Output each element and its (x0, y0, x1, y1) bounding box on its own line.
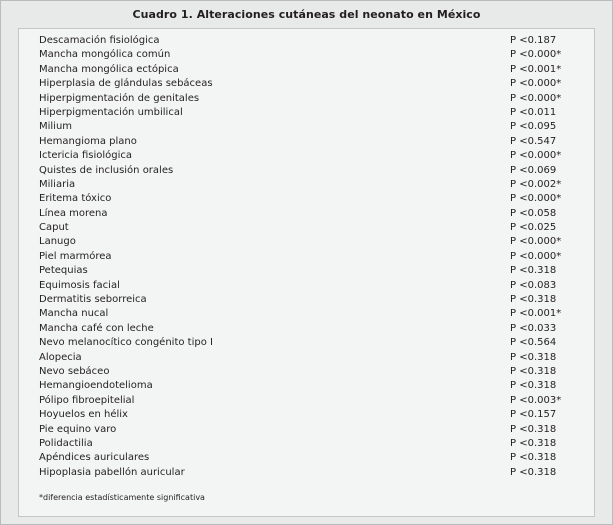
condition-name: Hiperpigmentación umbilical (39, 106, 183, 118)
condition-name: Mancha mongólica ectópica (39, 63, 179, 75)
condition-name: Ictericia fisiológica (39, 150, 133, 162)
p-value: P <0.000* (510, 92, 562, 104)
table-body (39, 34, 579, 480)
table-row (39, 48, 579, 62)
condition-name: Equimosis facial (39, 279, 120, 291)
table-row (39, 34, 579, 48)
p-value: P <0.011 (510, 106, 557, 118)
p-value: P <0.187 (510, 35, 557, 46)
p-value: P <0.318 (510, 380, 557, 392)
p-value: P <0.000* (510, 193, 562, 205)
p-value: P <0.318 (510, 466, 557, 478)
p-value: P <0.318 (510, 294, 557, 306)
p-value: P <0.001* (510, 308, 562, 320)
condition-name: Descamación fisiológica (39, 35, 160, 46)
p-value: P <0.318 (510, 452, 557, 464)
condition-name: Eritema tóxico (39, 193, 112, 205)
condition-name: Miliaria (39, 178, 76, 190)
condition-name: Quistes de inclusión orales (39, 164, 174, 176)
table-row (39, 279, 579, 293)
p-value: P <0.000* (510, 150, 562, 162)
table-row (39, 336, 579, 350)
condition-name: Hemangioendotelioma (39, 380, 153, 392)
table-row (39, 192, 579, 206)
p-value: P <0.547 (510, 135, 557, 147)
table-row (39, 120, 579, 134)
table-row (39, 408, 579, 422)
condition-name: Hipoplasia pabellón auricular (39, 466, 185, 478)
p-value: P <0.058 (510, 207, 557, 219)
p-value: P <0.000* (510, 49, 562, 61)
condition-name: Lanugo (39, 236, 76, 248)
table-row (39, 149, 579, 163)
p-value: P <0.095 (510, 121, 557, 133)
p-value: P <0.318 (510, 265, 557, 277)
table-row (39, 451, 579, 465)
condition-name: Alopecia (39, 351, 82, 363)
condition-name: Nevo melanocítico congénito tipo I (39, 337, 213, 349)
p-value: P <0.000* (510, 236, 562, 248)
condition-name: Milium (39, 121, 73, 133)
condition-name: Hiperpigmentación de genitales (39, 92, 200, 104)
condition-name: Caput (39, 222, 69, 234)
table-footnote: *diferencia estadísticamente significativa (39, 493, 205, 502)
condition-name: Dermatitis seborreica (39, 294, 147, 306)
p-value: P <0.002* (510, 178, 562, 190)
p-value: P <0.157 (510, 409, 557, 421)
p-value: P <0.001* (510, 63, 562, 75)
condition-name: Mancha café con leche (39, 322, 154, 334)
p-value: P <0.000* (510, 250, 562, 262)
table-row (39, 77, 579, 91)
table-row (39, 394, 579, 408)
condition-name: Nevo sebáceo (39, 365, 110, 377)
table-row (39, 63, 579, 77)
table-row (39, 264, 579, 278)
table-row (39, 106, 579, 120)
p-value: P <0.033 (510, 322, 557, 334)
condition-name: Hoyuelos en hélix (39, 409, 128, 421)
table-row (39, 235, 579, 249)
table-row (39, 466, 579, 480)
table-row (39, 221, 579, 235)
condition-name: Piel marmórea (39, 250, 112, 262)
condition-name: Apéndices auriculares (39, 452, 150, 464)
table-row (39, 135, 579, 149)
table-row (39, 365, 579, 379)
table-row (39, 307, 579, 321)
table-row (39, 92, 579, 106)
p-value: P <0.025 (510, 222, 557, 234)
p-value: P <0.069 (510, 164, 557, 176)
table-row (39, 423, 579, 437)
table-row (39, 293, 579, 307)
condition-name: Hemangioma plano (39, 135, 137, 147)
table-row (39, 437, 579, 451)
condition-name: Línea morena (39, 207, 108, 219)
table-row (39, 379, 579, 393)
condition-name: Mancha mongólica común (39, 49, 171, 61)
table-row (39, 178, 579, 192)
table-row (39, 322, 579, 336)
table-row (39, 207, 579, 221)
condition-name: Hiperplasia de glándulas sebáceas (39, 78, 213, 90)
p-value: P <0.003* (510, 394, 562, 406)
p-value: P <0.083 (510, 279, 557, 291)
p-value: P <0.564 (510, 337, 557, 349)
table-row (39, 164, 579, 178)
condition-name: Mancha nucal (39, 308, 109, 320)
p-value: P <0.000* (510, 78, 562, 90)
condition-name: Pólipo fibroepitelial (39, 394, 135, 406)
table-row (39, 250, 579, 264)
table-row (39, 351, 579, 365)
table-title: Cuadro 1. Alteraciones cutáneas del neonato en México (132, 8, 481, 21)
p-value: P <0.318 (510, 351, 557, 363)
condition-name: Polidactilia (39, 437, 93, 449)
p-value: P <0.318 (510, 437, 557, 449)
condition-name: Pie equino varo (39, 423, 117, 435)
p-value: P <0.318 (510, 365, 557, 377)
table-panel (18, 28, 595, 517)
condition-name: Petequias (39, 265, 88, 277)
p-value: P <0.318 (510, 423, 557, 435)
